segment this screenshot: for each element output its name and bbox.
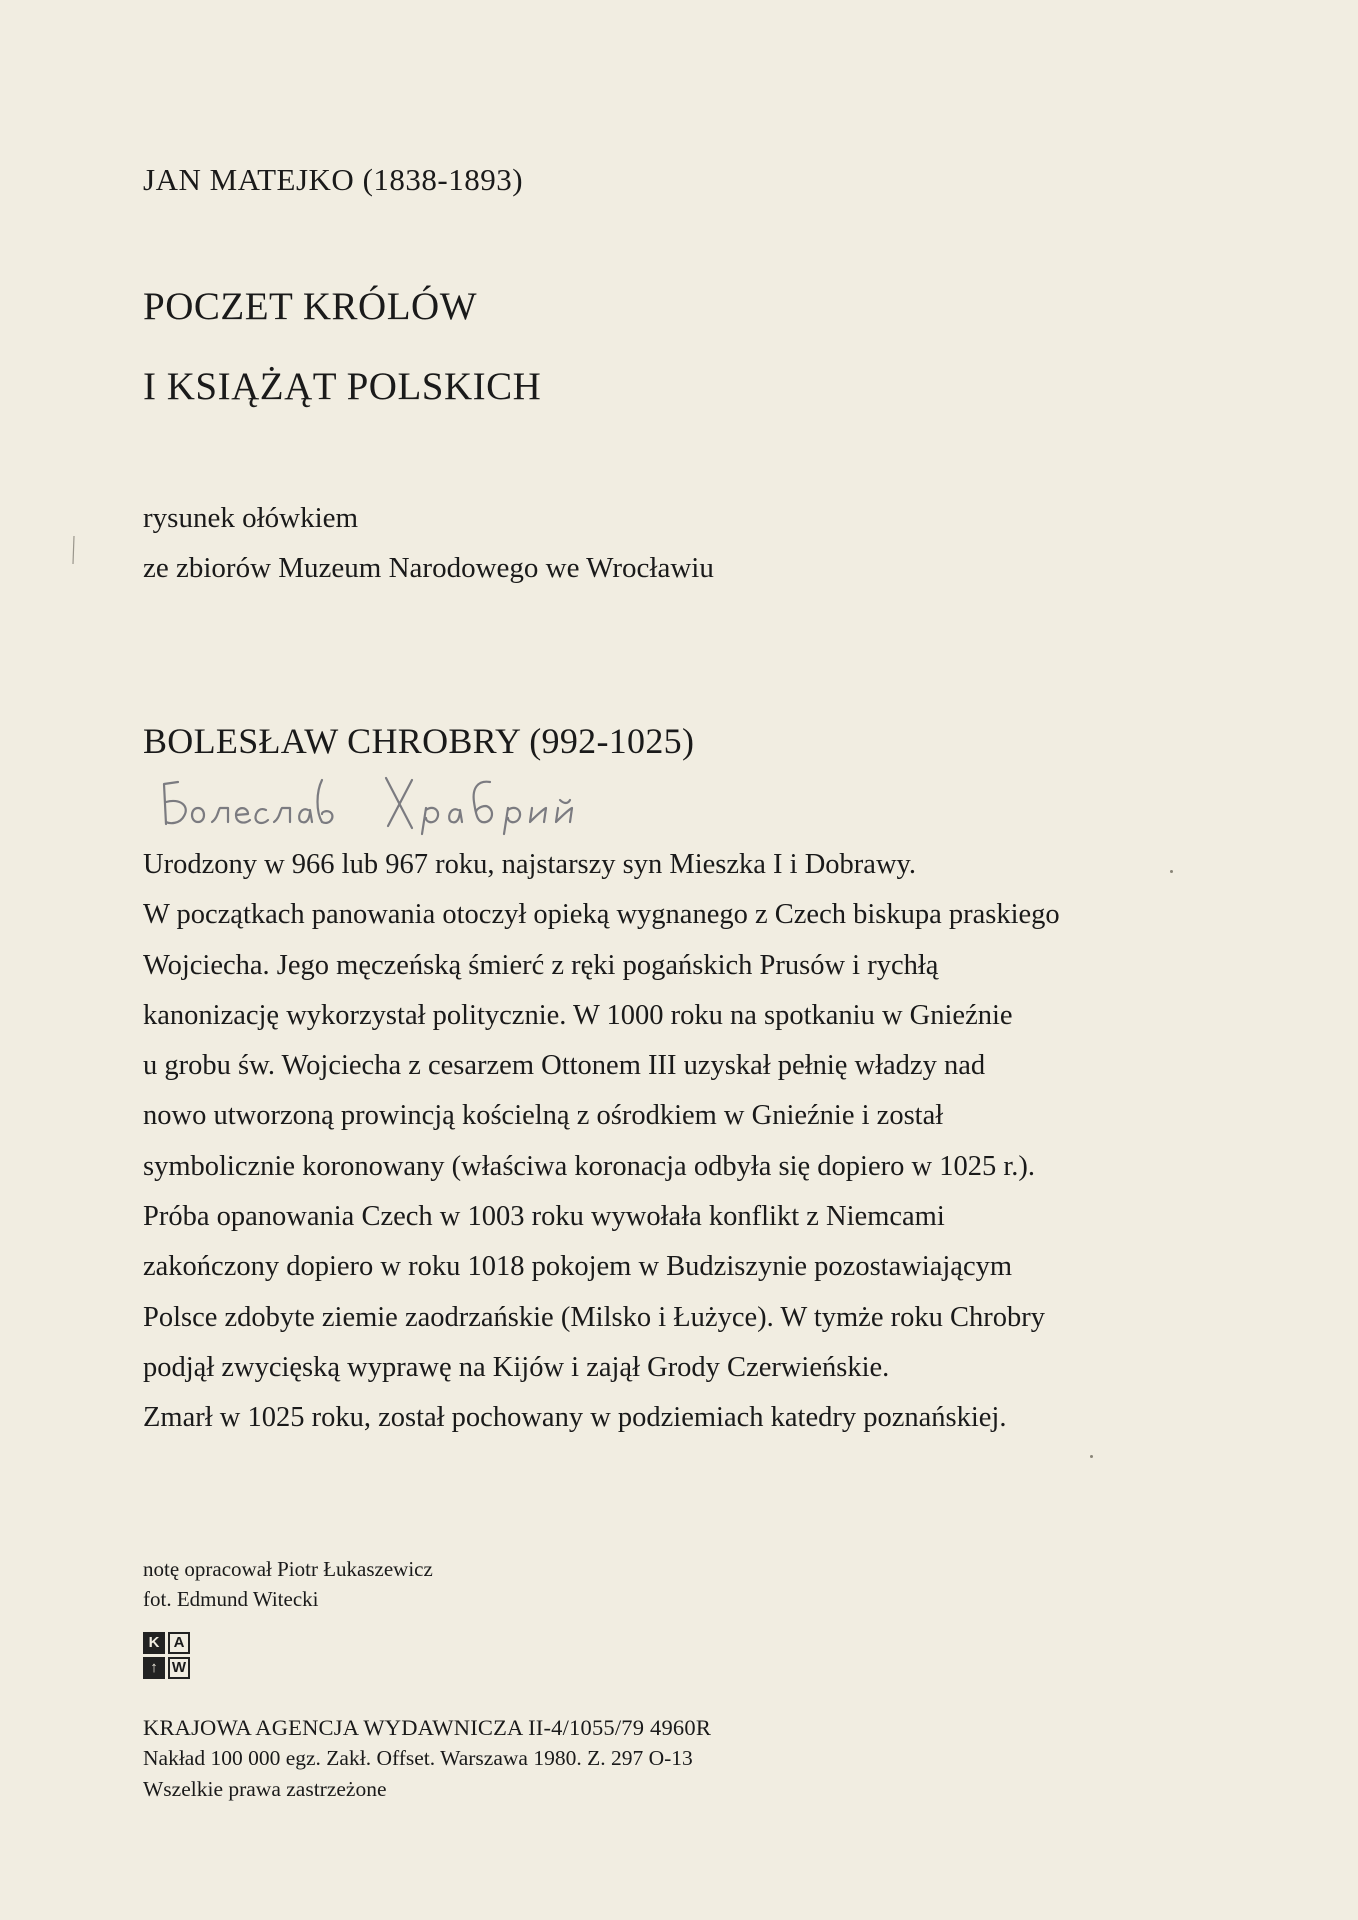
paper-speck <box>1170 870 1173 873</box>
king-heading: BOLESŁAW CHROBRY (992-1025) <box>143 721 695 761</box>
imprint-block <box>143 1712 711 1805</box>
paper-speck <box>1090 1455 1093 1458</box>
body-line: Próba opanowania Czech w 1003 roku wywołała konflikt z Niemcami <box>143 1201 945 1233</box>
logo-cell-k: K <box>143 1632 165 1654</box>
publisher-line: KRAJOWA AGENCJA WYDAWNICZA II-4/1055/79 4960R <box>143 1715 712 1740</box>
body-line: symbolicznie koronowany (właściwa koronacja odbyła się dopiero w 1025 r.). <box>143 1150 1035 1182</box>
body-line: kanonizację wykorzystał politycznie. W 1000 roku na spotkaniu w Gnieźnie <box>143 999 1013 1031</box>
note-author: notę opracował Piotr Łukaszewicz <box>143 1557 433 1581</box>
credits-block <box>143 1554 433 1614</box>
pencil-stroke-mark <box>72 536 75 564</box>
logo-cell-a: A <box>168 1632 190 1654</box>
photo-credit: fot. Edmund Witecki <box>143 1587 319 1611</box>
body-line: u grobu św. Wojciecha z cesarzem Ottonem III uzyskał pełnię władzy nad <box>143 1050 986 1082</box>
print-run-line: Nakład 100 000 egz. Zakł. Offset. Warszawa 1980. Z. 297 O-13 <box>143 1746 693 1770</box>
subtitle-technique: rysunek ołówkiem <box>143 502 359 534</box>
subtitle-collection: ze zbiorów Muzeum Narodowego we Wrocławiu <box>143 552 714 584</box>
body-line: podjął zwycięską wyprawę na Kijów i zajął Grody Czerwieńskie. <box>143 1351 890 1383</box>
logo-cell-arrow: ↑ <box>143 1657 165 1679</box>
author-line: JAN MATEJKO (1838-1893) <box>143 162 524 197</box>
title-line-1: POCZET KRÓLÓW <box>143 285 478 328</box>
body-line: Zmarł w 1025 roku, został pochowany w podziemiach katedry poznańskiej. <box>143 1402 1007 1434</box>
body-line: zakończony dopiero w roku 1018 pokojem w Budziszynie pozostawiającym <box>143 1251 1013 1283</box>
handwritten-annotation <box>160 772 700 836</box>
body-line: Polsce zdobyte ziemie zaodrzańskie (Milsko i Łużyce). W tymże roku Chrobry <box>143 1301 1045 1333</box>
rights-line: Wszelkie prawa zastrzeżone <box>143 1777 387 1801</box>
title-line-2: I KSIĄŻĄT POLSKICH <box>143 365 542 408</box>
body-line: Wojciecha. Jego męczeńską śmierć z ręki pogańskich Prusów i rychłą <box>143 949 939 981</box>
body-line: W początkach panowania otoczył opieką wygnanego z Czech biskupa praskiego <box>143 899 1060 931</box>
logo-cell-w: W <box>168 1657 190 1679</box>
body-line: Urodzony w 966 lub 967 roku, najstarszy syn Mieszka I i Dobrawy. <box>143 849 917 880</box>
body-line: nowo utworzoną prowincją kościelną z ośrodkiem w Gnieźnie i został <box>143 1100 944 1132</box>
publisher-logo <box>143 1632 191 1680</box>
biography-text <box>143 840 1263 1444</box>
